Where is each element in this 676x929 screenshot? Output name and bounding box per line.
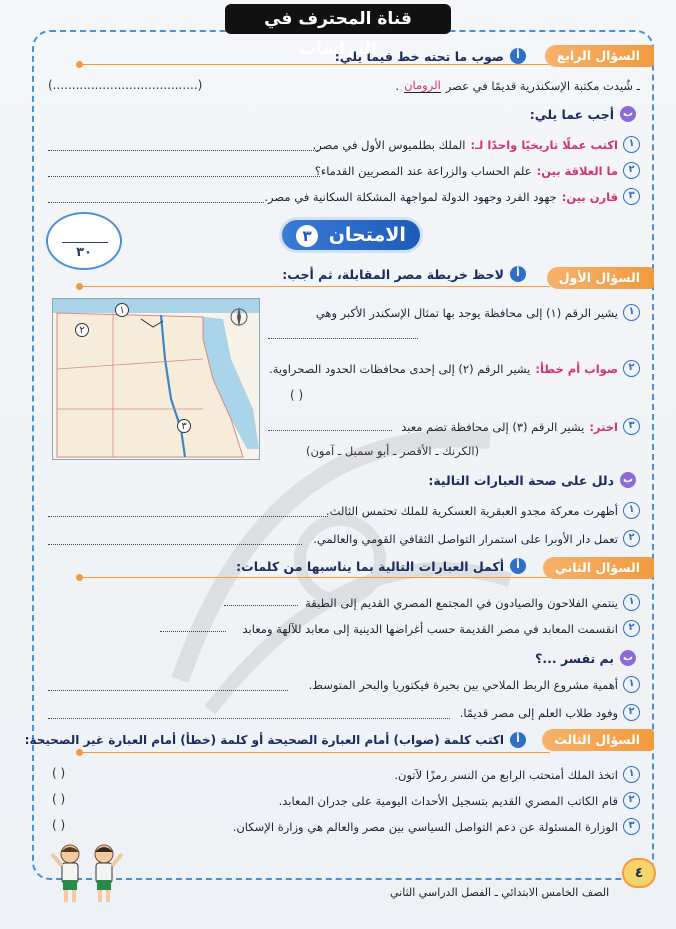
- item-lead: اختر:: [589, 419, 618, 434]
- map-label-1: ١: [115, 303, 129, 317]
- section1-rule: [80, 286, 550, 287]
- item-number: ١: [623, 304, 640, 321]
- item-text: علم الحساب والزراعة عند المصريين القدماء؟: [314, 163, 532, 178]
- footer-grade: الصف الخامس الابتدائي ـ الفصل الدراسي الثاني: [390, 886, 610, 899]
- item-number: ١: [623, 502, 640, 519]
- section4-tab: السؤال الرابع: [545, 45, 654, 67]
- item-text: يشير الرقم (٣) إلى محافظة تضم معبد: [401, 419, 585, 434]
- section4-a-suffix: .: [395, 78, 400, 93]
- part-marker: ب: [620, 106, 636, 122]
- item-lead: ما العلاقة بين:: [536, 163, 618, 178]
- answer-line[interactable]: [268, 338, 418, 339]
- item-number: ١: [623, 594, 640, 611]
- section4-b-item-2: [315, 162, 640, 179]
- item-text: اتخذ الملك أمنحتب الرابع من النسر رمزًا لآتون.: [394, 767, 618, 782]
- section2-part-b-heading: [535, 650, 636, 666]
- section3-answer-2[interactable]: ( ): [52, 792, 66, 806]
- answer-line[interactable]: [224, 605, 298, 606]
- section2-a-item-1: [305, 594, 640, 611]
- item-number: ٢: [623, 530, 640, 547]
- section1-b-item-1: [326, 502, 640, 519]
- map-label-3: ٣: [177, 419, 191, 433]
- part-marker: أ: [510, 732, 526, 748]
- item-lead: قارن بين:: [561, 189, 618, 204]
- section4-part-b-instruction: أجب عما يلي:: [529, 106, 614, 122]
- score-divider: [62, 242, 108, 243]
- egypt-map: [52, 298, 260, 460]
- item-text: وفود طلاب العلم إلى مصر قديمًا.: [459, 705, 618, 720]
- section2-a-item-2: [243, 620, 640, 637]
- section1-part-b-heading: [428, 472, 636, 488]
- answer-line[interactable]: [48, 176, 320, 177]
- section3-answer-3[interactable]: ( ): [52, 818, 66, 832]
- section1-tab: السؤال الأول: [547, 267, 654, 289]
- map-label-2: ٢: [75, 323, 89, 337]
- section3-item-3: [233, 818, 640, 835]
- section2-part-b-instruction: بم تفسر ...؟: [535, 650, 614, 666]
- item-lead: اكتب عملًا تاريخيًا واحدًا لـ:: [470, 137, 618, 152]
- part-marker: ب: [620, 650, 636, 666]
- item-text: ينتمي الفلاحون والصيادون في المجتمع المصري القديم إلى الطبقة: [305, 595, 618, 610]
- channel-banner: قناة المحترف في الدراسات: [225, 4, 451, 34]
- item-text: يشير الرقم (٢) إلى إحدى محافظات الحدود الصحراوية.: [269, 361, 531, 376]
- item-text: قام الكاتب المصري القديم بتسجيل الأحداث اليومية على جدران المعابد.: [278, 793, 618, 808]
- item-text: يشير الرقم (١) إلى محافظة يوجد بها تمثال الإسكندر الأكبر وهي: [315, 305, 618, 320]
- answer-line[interactable]: [48, 150, 318, 151]
- section3-item-1: [394, 766, 640, 783]
- section1-part-a-instruction: لاحظ خريطة مصر المقابلة، ثم أجب:: [282, 266, 504, 282]
- students-illustration: [46, 840, 128, 908]
- item-text: أهمية مشروع الربط الملاحي بين بحيرة فيكتوريا والبحر المتوسط.: [308, 677, 618, 692]
- section2-rule: [80, 577, 550, 578]
- item-text: انقسمت المعابد في مصر القديمة حسب أغراضها الدينية إلى معابد للآلهة ومعابد: [242, 621, 618, 636]
- section1-part-b-instruction: دلل على صحة العبارات التالية:: [428, 472, 614, 488]
- exam-title-text: الامتحان: [328, 224, 406, 246]
- section3-item-2: [279, 792, 640, 809]
- section4-part-a-instruction: صوب ما تحته خط فيما يلي:: [334, 48, 504, 64]
- section3-part-a-instruction: اكتب كلمة (صواب) أمام العبارة الصحيحة أو كلمة (خطأ) أمام العبارة غير الصحيحة:: [24, 733, 504, 747]
- item-text: أظهرت معركة مجدو العبقرية العسكرية للملك تحتمس الثالث.: [325, 503, 618, 518]
- section1-a-item-2: [269, 360, 640, 377]
- section2-b-item-1: [309, 676, 640, 693]
- section1-a-item-3: [401, 418, 640, 435]
- part-marker: أ: [510, 48, 526, 64]
- item-number: ٣: [623, 418, 640, 435]
- section1-a-item-1: [316, 304, 640, 321]
- section2-part-a-instruction: أكمل العبارات التالية بما يناسبها من كلمات:: [236, 558, 504, 574]
- section3-rule: [80, 752, 550, 753]
- part-marker: أ: [510, 558, 526, 574]
- part-marker: أ: [510, 266, 526, 282]
- exam-title: [282, 220, 420, 250]
- item-number: ٢: [623, 360, 640, 377]
- section4-a-item: [395, 78, 640, 93]
- score-circle: [46, 212, 122, 270]
- section3-tab: السؤال الثالث: [542, 729, 654, 751]
- section4-part-b-heading: [530, 106, 636, 122]
- answer-line[interactable]: [48, 544, 302, 545]
- score-total: ٣٠: [76, 245, 92, 260]
- item-number: ٢: [623, 620, 640, 637]
- answer-line[interactable]: [48, 690, 288, 691]
- exam-number: ٣: [296, 225, 318, 247]
- answer-line[interactable]: [48, 516, 328, 517]
- item-text: الملك بطلميوس الأول في مصر.: [312, 137, 466, 152]
- section1-b-item-2: [313, 530, 640, 547]
- section4-b-item-3: [264, 188, 640, 205]
- section4-rule: [80, 64, 550, 65]
- page-number: ٤: [622, 858, 656, 888]
- answer-line[interactable]: [48, 202, 264, 203]
- item-number: ٢: [623, 704, 640, 721]
- section2-b-item-2: [460, 704, 640, 721]
- section4-a-prefix: ـ شُيدت مكتبة الإسكندرية قديمًا في عصر: [445, 78, 640, 93]
- item-lead: صواب أم خطأ:: [535, 361, 618, 376]
- part-marker: ب: [620, 472, 636, 488]
- item-number: ٣: [623, 188, 640, 205]
- answer-line[interactable]: [160, 631, 226, 632]
- section1-part-a-heading: [282, 266, 526, 282]
- section3-answer-1[interactable]: ( ): [52, 766, 66, 780]
- item-number: ١: [623, 136, 640, 153]
- section1-a2-answer[interactable]: ( ): [290, 388, 304, 402]
- answer-line[interactable]: [48, 718, 450, 719]
- answer-line[interactable]: [268, 430, 392, 431]
- section1-choices: (الكرنك ـ الأقصر ـ أبو سمبل ـ آمون): [306, 444, 480, 458]
- item-number: ٣: [623, 818, 640, 835]
- item-text: جهود الفرد وجهود الدولة لمواجهة المشكلة السكانية في مصر.: [264, 189, 557, 204]
- section2-part-a-heading: [236, 558, 526, 574]
- item-number: ١: [623, 676, 640, 693]
- section4-a-answer-blank[interactable]: (......................................): [48, 78, 203, 92]
- item-text: الوزارة المسئولة عن دعم التواصل السياسي بين مصر والعالم هي وزارة الإسكان.: [232, 819, 618, 834]
- section4-a-underlined: الرومان: [404, 78, 441, 92]
- item-number: ٢: [623, 792, 640, 809]
- item-number: ٢: [623, 162, 640, 179]
- section4-b-item-1: [313, 136, 640, 153]
- item-number: ١: [623, 766, 640, 783]
- section2-tab: السؤال الثاني: [543, 557, 654, 579]
- section3-part-a-heading: [25, 732, 526, 748]
- item-text: تعمل دار الأوبرا على استمرار التواصل الثقافي القومي والعالمي.: [313, 531, 618, 546]
